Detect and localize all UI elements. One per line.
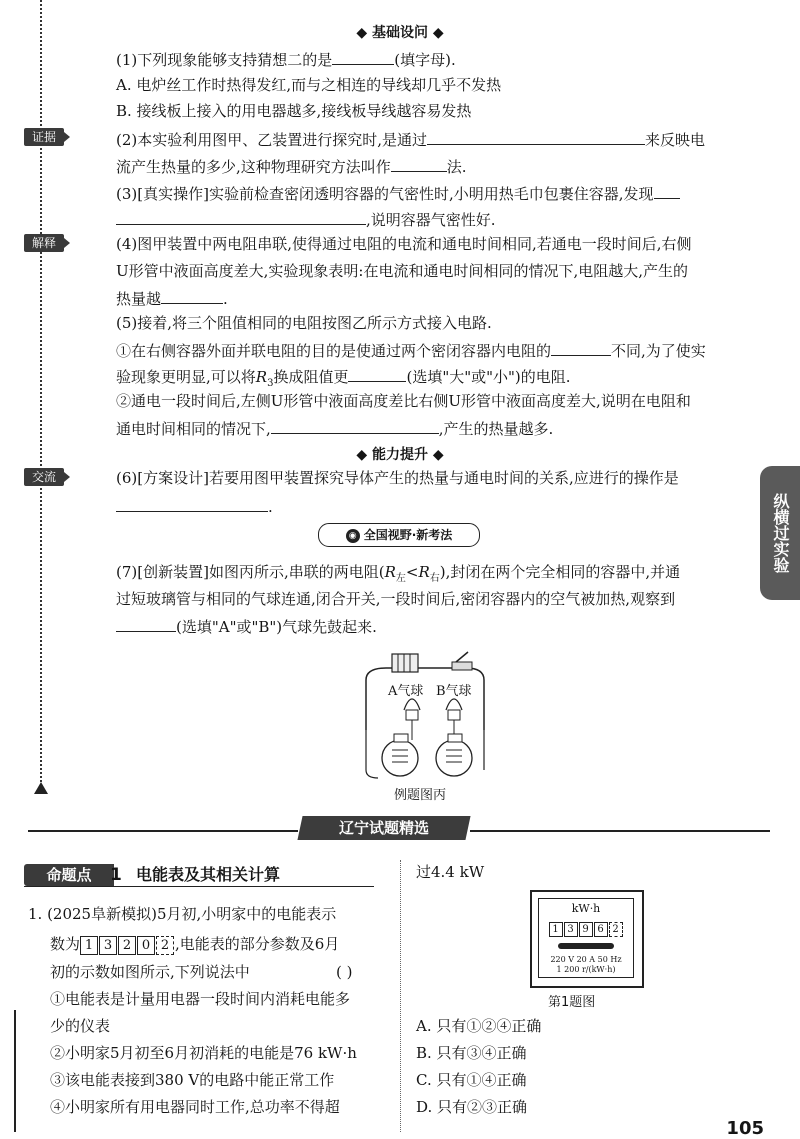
q5-part1-line2: 验现象更明显,可以将$R_3$换成阻值更 (选填"大"或"小")的电阻. [116,365,571,394]
p1-statement4: ④小明家所有用电器同时工作,总功率不得超 [50,1098,340,1116]
banner-rule-left [28,830,298,832]
p1-statement2: ②小明家5月初至6月初消耗的电能是76 kW·h [50,1044,357,1062]
figure-c-caption: 例题图丙 [394,788,447,803]
knowledge-point-number: 1 [110,865,122,885]
knowledge-point-label: 命题点 [24,864,114,886]
p1-answer-paren: ( ) [336,963,353,981]
q4-line3: 热量越 . [116,287,228,309]
tag-evidence: 证据 [24,128,64,146]
section-heading-ability: ◆ 能力提升 ◆ [356,447,444,463]
p1-line2: 数为 1 3 2 0 2 ,电能表的部分参数及6月 [50,935,340,953]
q1-stem: (1)下列现象能够支持猜想二的是 (填字母). [116,48,456,70]
balloon-circuit-figure [356,640,496,780]
q7-line3: (选填"A"或"B")气球先鼓起来. [116,615,377,637]
new-method-badge: ◉ 全国视野·新考法 [318,523,480,547]
meter-unit: kW·h [571,902,601,915]
tag-explain: 解释 [24,234,64,252]
electric-meter-figure [530,890,644,988]
p1-option-b: B. 只有③④正确 [416,1044,527,1062]
q5-intro: (5)接着,将三个阻值相同的电阻按图乙所示方式接入电路. [116,314,492,332]
q4-line2: U形管中液面高度差大,实验现象表明:在电流和通电时间相同的情况下,电阻越大,产生的 [116,262,689,280]
q7-line1: (7)[创新装置]如图丙所示,串联的两电阻$(R_左<R_右)$,封闭在两个完全相同的容器中,并通 [116,563,681,584]
knowledge-point-rule [24,886,374,887]
p1-option-a: A. 只有①②④正确 [416,1017,542,1035]
eye-icon: ◉ [346,529,360,543]
meter-spec-1: 220 V 20 A 50 Hz [550,955,622,964]
q1-option-a: A. 电炉丝工作时热得发红,而与之相连的导线却几乎不发热 [116,76,502,94]
meter-face [538,898,634,978]
q6-line2: . [116,495,273,517]
q2-line2: 流产生热量的多少,这种物理研究方法叫作 法. [116,155,467,177]
meter-spec-2: 1 200 r/(kW·h) [556,965,616,974]
q2-line1: (2)本实验利用图甲、乙装置进行探究时,是通过 来反映电 [116,128,705,150]
q5-part2-line2: 通电时间相同的情况下, ,产生的热量越多. [116,417,553,439]
q5-part2-line1: ②通电一段时间后,左侧U形管中液面高度差比右侧U形管中液面高度差大,说明在电阻和 [116,392,691,410]
meter-disc [558,943,614,949]
section-banner: 辽宁试题精选 [297,816,470,840]
column-divider [400,860,401,1132]
p1-statement3: ③该电能表接到380 V的电路中能正常工作 [50,1071,335,1089]
q4-line1: (4)图甲装置中两电阻串联,使得通过电阻的电流和通电时间相同,若通电一段时间后,右侧 [116,235,692,253]
q3-line2: ,说明容器气密性好. [116,208,496,230]
page-number: 105 [726,1118,764,1139]
balloon-b-label: B气球 [436,684,472,699]
p1-continuation: 过4.4 kW [416,863,485,881]
side-tab-chapter: 纵横过实验 [760,466,800,600]
q7-line2: 过短玻璃管与相同的气球连通,闭合开关,一段时间后,密闭容器内的空气被加热,观察到 [116,590,676,608]
p1-line3: 初的示数如图所示,下列说法中 [50,963,250,981]
p1-option-d: D. 只有②③正确 [416,1098,528,1116]
p1-statement1a: ①电能表是计量用电器一段时间内消耗电能多 [50,990,351,1008]
margin-dotted-line [40,0,42,790]
balloon-a-label: A气球 [388,684,424,699]
section-heading-basic: ◆ 基础设问 ◆ [356,25,444,41]
left-margin-rule [14,1010,16,1132]
q6-line1: (6)[方案设计]若要用图甲装置探究导体产生的热量与通电时间的关系,应进行的操作是 [116,469,679,487]
q5-part1-line1: ①在右侧容器外面并联电阻的目的是使通过两个密闭容器内电阻的 不同,为了使实 [116,339,706,361]
p1-figure-caption: 第1题图 [548,995,596,1010]
q3-line1: (3)[真实操作]实验前检查密闭透明容器的气密性时,小明用热毛巾包裹住容器,发现 [116,182,680,204]
p1-statement1b: 少的仪表 [50,1017,111,1035]
p1-option-c: C. 只有①④正确 [416,1071,527,1089]
margin-arrow-icon [34,782,48,794]
knowledge-point-title: 电能表及其相关计算 [136,865,281,884]
q1-option-b: B. 接线板上接入的用电器越多,接线板导线越容易发热 [116,102,472,120]
banner-rule-right [470,830,770,832]
p1-line1: 1. (2025阜新模拟)5月初,小明家中的电能表示 [28,905,337,923]
tag-exchange: 交流 [24,468,64,486]
meter-digits: 1 3 9 6 2 [539,917,633,937]
